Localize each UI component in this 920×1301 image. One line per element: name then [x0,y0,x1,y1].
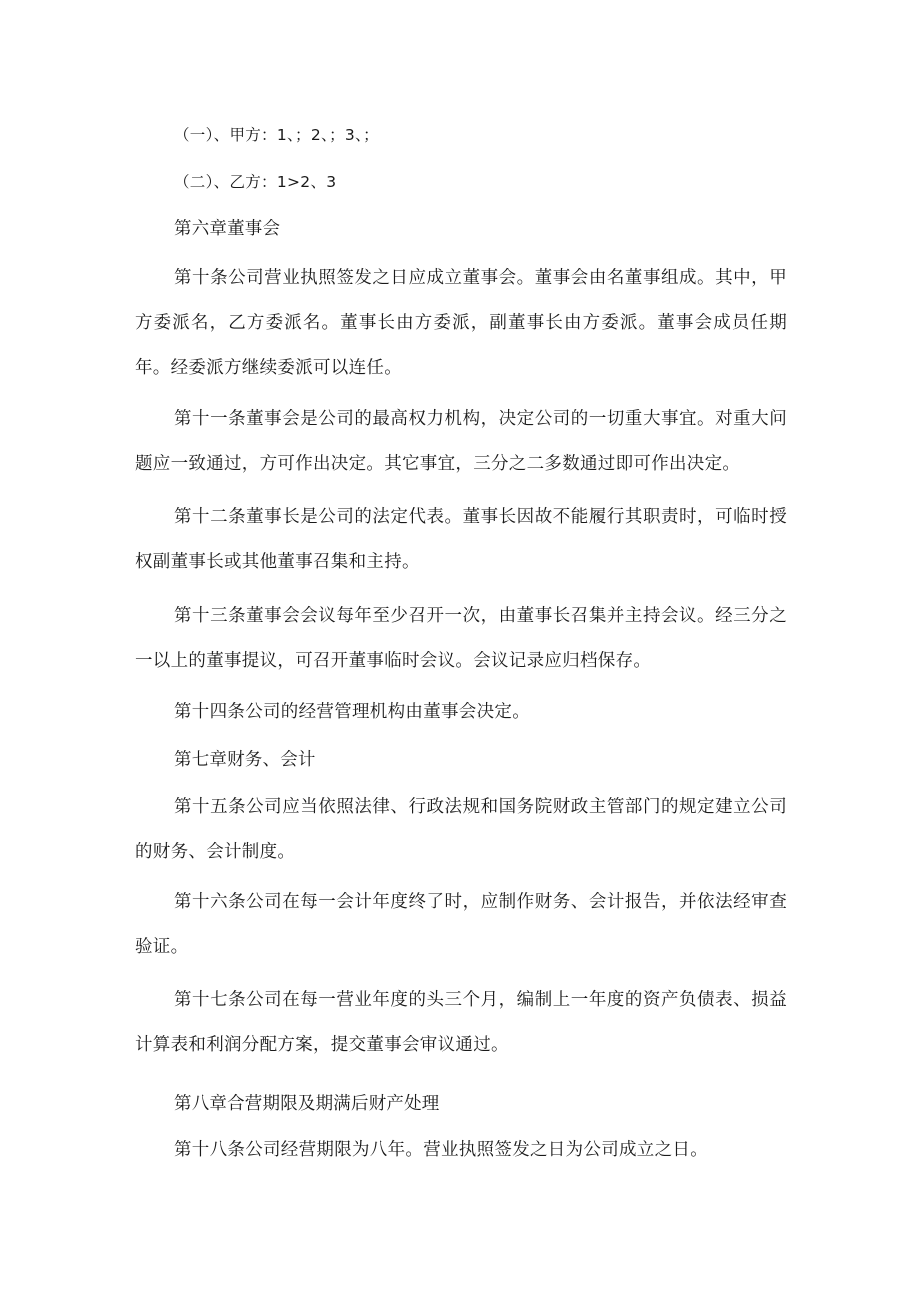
article-16: 第十六条公司在每一会计年度终了时，应制作财务、会计报告，并依法经审查验证。 [135,892,787,957]
chapter-8-heading: 第八章合营期限及期满后财产处理 [174,1094,440,1114]
chapter-6-heading: 第六章董事会 [174,219,281,239]
party-a-clause: （一）、甲方：1、；2、；3、； [174,126,379,144]
article-15: 第十五条公司应当依照法律、行政法规和国务院财政主管部门的规定建立公司的财务、会计制度。 [135,797,787,862]
article-10: 第十条公司营业执照签发之日应成立董事会。董事会由名董事组成。其中，甲方委派名，乙方委派名。董事长由方委派，副董事长由方委派。董事会成员任期年。经委派方继续委派可以连任。 [135,268,787,378]
article-11: 第十一条董事会是公司的最高权力机构，决定公司的一切重大事宜。对重大问题应一致通过，方可作出决定。其它事宜，三分之二多数通过即可作出决定。 [135,409,787,474]
article-13: 第十三条董事会会议每年至少召开一次，由董事长召集并主持会议。经三分之一以上的董事提议，可召开董事临时会议。会议记录应归档保存。 [135,606,787,671]
article-14: 第十四条公司的经营管理机构由董事会决定。 [174,702,530,722]
article-12: 第十二条董事长是公司的法定代表。董事长因故不能履行其职责时，可临时授权副董事长或其他董事召集和主持。 [135,507,787,572]
party-b-clause: （二）、乙方：1>2、3 [174,173,337,191]
article-17: 第十七条公司在每一营业年度的头三个月，编制上一年度的资产负债表、损益计算表和利润分配方案，提交董事会审议通过。 [135,990,787,1055]
chapter-7-heading: 第七章财务、会计 [174,750,316,770]
article-18: 第十八条公司经营期限为八年。营业执照签发之日为公司成立之日。 [174,1140,708,1160]
